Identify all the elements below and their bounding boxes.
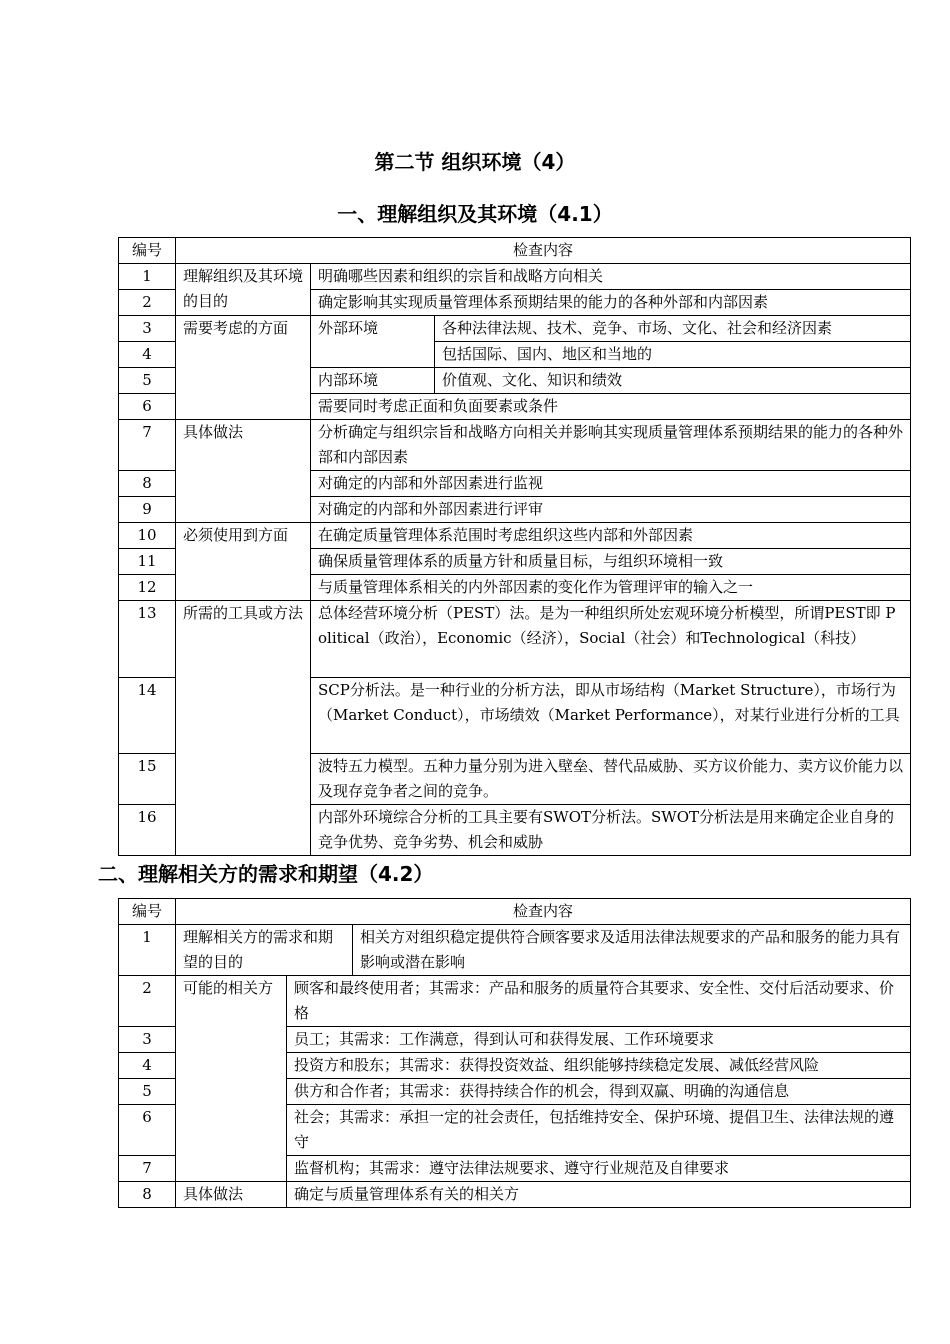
sub-internal: 内部环境	[311, 368, 435, 394]
row-text: 供方和合作者；其需求：获得持续合作的机会，得到双赢、明确的沟通信息	[287, 1079, 911, 1105]
table-row	[119, 976, 911, 1027]
row-text: 对确定的内部和外部因素进行评审	[311, 497, 911, 523]
row-num: 15	[119, 754, 176, 805]
row-text: 内部外环境综合分析的工具主要有SWOT分析法。SWOT分析法是用来确定企业自身的竞争优势、竞争劣势、机会和威胁	[311, 805, 911, 856]
row-num: 12	[119, 575, 176, 601]
row-text: 总体经营环境分析（PEST）法。是为一种组织所处宏观环境分析模型，所谓PEST即 Political（政治），Economic（经济），Social（社会）和Technological（科技）	[311, 601, 911, 678]
table-row	[119, 523, 911, 549]
row-text: 包括国际、国内、地区和当地的	[435, 342, 911, 368]
row-num: 6	[119, 394, 176, 420]
row-num: 4	[119, 342, 176, 368]
row-text: 社会；其需求：承担一定的社会责任，包括维持安全、保护环境、提倡卫生、法律法规的遵守	[287, 1105, 911, 1156]
header-content: 检查内容	[176, 238, 911, 264]
row-num: 5	[119, 368, 176, 394]
row-text: 对确定的内部和外部因素进行监视	[311, 471, 911, 497]
row-num: 4	[119, 1053, 176, 1079]
row-num: 11	[119, 549, 176, 575]
row-text: 相关方对组织稳定提供符合顾客要求及适用法律法规要求的产品和服务的能力具有影响或潜在影响	[353, 925, 911, 976]
part2-heading: 二、理解相关方的需求和期望（4.2）	[98, 862, 434, 886]
environment-check-table	[118, 237, 911, 856]
category-purpose: 理解相关方的需求和期望的目的	[176, 925, 353, 976]
category-consider: 需要考虑的方面	[176, 316, 311, 420]
row-num: 7	[119, 1156, 176, 1182]
table-row	[119, 601, 911, 678]
row-text: 顾客和最终使用者；其需求：产品和服务的质量符合其要求、安全性、交付后活动要求、价格	[287, 976, 911, 1027]
table-row	[119, 264, 911, 290]
row-text: 在确定质量管理体系范围时考虑组织这些内部和外部因素	[311, 523, 911, 549]
row-num: 14	[119, 678, 176, 754]
table-row	[119, 420, 911, 471]
row-text: 确定与质量管理体系有关的相关方	[287, 1182, 911, 1208]
row-text: 员工；其需求：工作满意，得到认可和获得发展、工作环境要求	[287, 1027, 911, 1053]
row-num: 3	[119, 1027, 176, 1053]
row-text: 确定影响其实现质量管理体系预期结果的能力的各种外部和内部因素	[311, 290, 911, 316]
category-possible: 可能的相关方	[176, 976, 287, 1182]
header-content: 检查内容	[176, 899, 911, 925]
part1-heading: 一、理解组织及其环境（4.1）	[337, 202, 613, 226]
row-text: 明确哪些因素和组织的宗旨和战略方向相关	[311, 264, 911, 290]
row-num: 3	[119, 316, 176, 342]
section-title: 第二节 组织环境（4）	[374, 150, 576, 174]
table-row	[119, 925, 911, 976]
row-num: 1	[119, 264, 176, 290]
row-text: 需要同时考虑正面和负面要素或条件	[311, 394, 911, 420]
row-num: 16	[119, 805, 176, 856]
row-num: 9	[119, 497, 176, 523]
stakeholder-check-table	[118, 898, 911, 1208]
category-purpose: 理解组织及其环境的目的	[176, 264, 311, 316]
row-num: 1	[119, 925, 176, 976]
row-num: 2	[119, 290, 176, 316]
category-practice: 具体做法	[176, 420, 311, 523]
row-num: 2	[119, 976, 176, 1027]
row-text: 分析确定与组织宗旨和战略方向相关并影响其实现质量管理体系预期结果的能力的各种外部和内部因素	[311, 420, 911, 471]
table-row	[119, 316, 911, 342]
header-num: 编号	[119, 238, 176, 264]
table-row	[119, 1182, 911, 1208]
sub-external: 外部环境	[311, 316, 435, 368]
row-text: SCP分析法。是一种行业的分析方法，即从市场结构（Market Structure），市场行为（Market Conduct），市场绩效（Market Performance），对某行业进行分析的工具	[311, 678, 911, 754]
row-num: 8	[119, 1182, 176, 1208]
row-text: 各种法律法规、技术、竞争、市场、文化、社会和经济因素	[435, 316, 911, 342]
row-num: 10	[119, 523, 176, 549]
row-num: 7	[119, 420, 176, 471]
row-text: 投资方和股东；其需求：获得投资效益、组织能够持续稳定发展、减低经营风险	[287, 1053, 911, 1079]
category-mustuse: 必须使用到方面	[176, 523, 311, 601]
row-text: 波特五力模型。五种力量分别为进入壁垒、替代品威胁、买方议价能力、卖方议价能力以及现存竞争者之间的竞争。	[311, 754, 911, 805]
category-practice: 具体做法	[176, 1182, 287, 1208]
header-num: 编号	[119, 899, 176, 925]
row-num: 8	[119, 471, 176, 497]
row-num: 13	[119, 601, 176, 678]
row-text: 价值观、文化、知识和绩效	[435, 368, 911, 394]
category-tools: 所需的工具或方法	[176, 601, 311, 856]
row-text: 监督机构；其需求：遵守法律法规要求、遵守行业规范及自律要求	[287, 1156, 911, 1182]
row-num: 5	[119, 1079, 176, 1105]
row-num: 6	[119, 1105, 176, 1156]
row-text: 确保质量管理体系的质量方针和质量目标，与组织环境相一致	[311, 549, 911, 575]
row-text: 与质量管理体系相关的内外部因素的变化作为管理评审的输入之一	[311, 575, 911, 601]
